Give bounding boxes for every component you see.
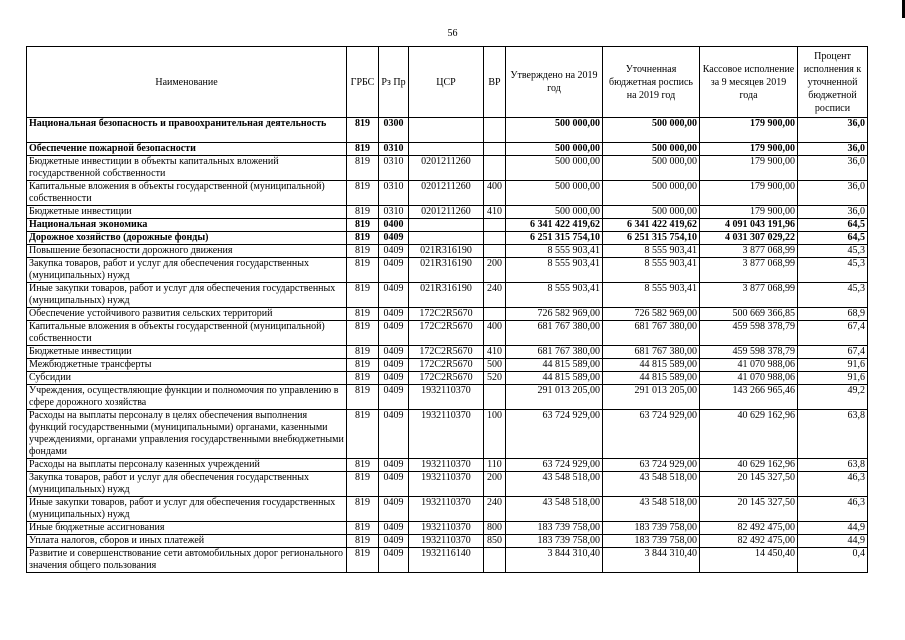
cell-csr: 1932110370	[409, 410, 484, 459]
table-row	[27, 245, 868, 258]
cell-grbs: 819	[347, 535, 379, 548]
cell-grbs: 819	[347, 459, 379, 472]
cell-name: Обеспечение устойчивого развития сельских территорий	[27, 308, 347, 321]
cell-cash: 40 629 162,96	[700, 459, 798, 472]
cell-refined: 43 548 518,00	[603, 472, 700, 497]
cell-refined: 63 724 929,00	[603, 459, 700, 472]
cell-cash: 20 145 327,50	[700, 497, 798, 522]
cell-rz-pr: 0409	[379, 459, 409, 472]
cell-grbs: 819	[347, 143, 379, 156]
cell-approved: 43 548 518,00	[506, 472, 603, 497]
cell-name: Повышение безопасности дорожного движения	[27, 245, 347, 258]
cell-grbs: 819	[347, 283, 379, 308]
cell-cash: 82 492 475,00	[700, 535, 798, 548]
cell-refined: 44 815 589,00	[603, 372, 700, 385]
cell-csr: 021R316190	[409, 258, 484, 283]
cell-grbs: 819	[347, 548, 379, 573]
cell-cash: 179 900,00	[700, 206, 798, 219]
cell-vr	[484, 385, 506, 410]
cell-grbs: 819	[347, 156, 379, 181]
cell-approved: 44 815 589,00	[506, 359, 603, 372]
cell-refined: 44 815 589,00	[603, 359, 700, 372]
page-number: 56	[447, 28, 458, 39]
cell-approved: 500 000,00	[506, 143, 603, 156]
cell-cash: 459 598 378,79	[700, 321, 798, 346]
cell-csr: 1932110370	[409, 472, 484, 497]
cell-percent: 68,9	[798, 308, 868, 321]
cell-approved: 44 815 589,00	[506, 372, 603, 385]
cell-percent: 36,0	[798, 206, 868, 219]
table-row	[27, 472, 868, 497]
cell-percent: 46,3	[798, 472, 868, 497]
cell-csr: 1932110370	[409, 522, 484, 535]
cell-cash: 14 450,40	[700, 548, 798, 573]
cell-vr	[484, 219, 506, 232]
cell-grbs: 819	[347, 118, 379, 143]
cell-name: Бюджетные инвестиции в объекты капитальных вложений государственной собственности	[27, 156, 347, 181]
cell-csr: 172C2R5670	[409, 308, 484, 321]
cell-vr	[484, 143, 506, 156]
cell-rz-pr: 0409	[379, 535, 409, 548]
cell-rz-pr: 0400	[379, 219, 409, 232]
cell-refined: 500 000,00	[603, 206, 700, 219]
header-approved: Утверждено на 2019 год	[506, 47, 603, 118]
cell-approved: 291 013 205,00	[506, 385, 603, 410]
cell-name: Бюджетные инвестиции	[27, 346, 347, 359]
cell-csr	[409, 118, 484, 143]
cell-rz-pr: 0409	[379, 321, 409, 346]
table-row	[27, 143, 868, 156]
cell-grbs: 819	[347, 346, 379, 359]
cell-csr: 172C2R5670	[409, 359, 484, 372]
table-row	[27, 359, 868, 372]
cell-approved: 726 582 969,00	[506, 308, 603, 321]
cell-vr: 240	[484, 497, 506, 522]
budget-execution-table	[26, 46, 868, 573]
cell-refined: 8 555 903,41	[603, 283, 700, 308]
cell-refined: 8 555 903,41	[603, 258, 700, 283]
cell-csr: 021R316190	[409, 283, 484, 308]
cell-grbs: 819	[347, 181, 379, 206]
table-row	[27, 522, 868, 535]
cell-approved: 8 555 903,41	[506, 245, 603, 258]
cell-vr: 500	[484, 359, 506, 372]
cell-percent: 0,4	[798, 548, 868, 573]
table-row	[27, 232, 868, 245]
cell-vr	[484, 548, 506, 573]
cell-csr: 0201211260	[409, 181, 484, 206]
cell-grbs: 819	[347, 410, 379, 459]
cell-name: Расходы на выплаты персоналу в целях обеспечения выполнения функций государственными (муниципальными) органами, казенными учреждениями, органами управления государственными внебюджетными фондами	[27, 410, 347, 459]
cell-percent: 67,4	[798, 346, 868, 359]
cell-csr: 172C2R5670	[409, 372, 484, 385]
cell-percent: 36,0	[798, 143, 868, 156]
cell-approved: 681 767 380,00	[506, 321, 603, 346]
cell-refined: 681 767 380,00	[603, 346, 700, 359]
table-row	[27, 548, 868, 573]
cell-cash: 143 266 965,46	[700, 385, 798, 410]
cell-name: Национальная безопасность и правоохранительная деятельность	[27, 118, 347, 143]
cell-vr: 110	[484, 459, 506, 472]
table-row	[27, 321, 868, 346]
cell-csr: 172C2R5670	[409, 321, 484, 346]
cell-percent: 63,8	[798, 459, 868, 472]
cell-grbs: 819	[347, 321, 379, 346]
cell-vr: 200	[484, 472, 506, 497]
cell-grbs: 819	[347, 385, 379, 410]
cell-cash: 179 900,00	[700, 181, 798, 206]
cell-name: Учреждения, осуществляющие функции и полномочия по управлению в сфере дорожного хозяйства	[27, 385, 347, 410]
cell-name: Иные бюджетные ассигнования	[27, 522, 347, 535]
cell-cash: 3 877 068,99	[700, 258, 798, 283]
header-name: Наименование	[27, 47, 347, 118]
cell-cash: 4 031 307 029,22	[700, 232, 798, 245]
cell-grbs: 819	[347, 372, 379, 385]
cell-rz-pr: 0409	[379, 359, 409, 372]
cell-approved: 681 767 380,00	[506, 346, 603, 359]
table-row	[27, 181, 868, 206]
cell-percent: 45,3	[798, 258, 868, 283]
cell-vr	[484, 156, 506, 181]
cell-grbs: 819	[347, 245, 379, 258]
cell-percent: 36,0	[798, 156, 868, 181]
cell-refined: 3 844 310,40	[603, 548, 700, 573]
cell-cash: 3 877 068,99	[700, 283, 798, 308]
cell-vr: 410	[484, 206, 506, 219]
cell-name: Закупка товаров, работ и услуг для обеспечения государственных (муниципальных) нужд	[27, 472, 347, 497]
cell-refined: 500 000,00	[603, 156, 700, 181]
cell-percent: 67,4	[798, 321, 868, 346]
cell-grbs: 819	[347, 206, 379, 219]
cell-refined: 726 582 969,00	[603, 308, 700, 321]
cell-approved: 183 739 758,00	[506, 535, 603, 548]
table-header-row	[27, 47, 868, 118]
cell-grbs: 819	[347, 497, 379, 522]
cell-approved: 183 739 758,00	[506, 522, 603, 535]
cell-vr: 200	[484, 258, 506, 283]
cell-approved: 3 844 310,40	[506, 548, 603, 573]
table-row	[27, 219, 868, 232]
cell-cash: 82 492 475,00	[700, 522, 798, 535]
cell-grbs: 819	[347, 258, 379, 283]
cell-cash: 459 598 378,79	[700, 346, 798, 359]
cell-cash: 179 900,00	[700, 156, 798, 181]
cell-cash: 500 669 366,85	[700, 308, 798, 321]
cell-refined: 8 555 903,41	[603, 245, 700, 258]
cell-refined: 6 251 315 754,10	[603, 232, 700, 245]
cell-csr: 1932110370	[409, 385, 484, 410]
cell-cash: 41 070 988,06	[700, 359, 798, 372]
cell-name: Уплата налогов, сборов и иных платежей	[27, 535, 347, 548]
cell-refined: 183 739 758,00	[603, 522, 700, 535]
cell-vr: 520	[484, 372, 506, 385]
cell-cash: 4 091 043 191,96	[700, 219, 798, 232]
cell-grbs: 819	[347, 522, 379, 535]
cell-name: Закупка товаров, работ и услуг для обеспечения государственных (муниципальных) нужд	[27, 258, 347, 283]
cell-percent: 36,0	[798, 181, 868, 206]
cell-grbs: 819	[347, 219, 379, 232]
cell-rz-pr: 0310	[379, 156, 409, 181]
cell-name: Национальная экономика	[27, 219, 347, 232]
header-cash: Кассовое исполнение за 9 месяцев 2019 года	[700, 47, 798, 118]
cell-approved: 500 000,00	[506, 118, 603, 143]
cell-grbs: 819	[347, 359, 379, 372]
cell-name: Капитальные вложения в объекты государственной (муниципальной) собственности	[27, 321, 347, 346]
cell-cash: 179 900,00	[700, 143, 798, 156]
cell-csr: 172C2R5670	[409, 346, 484, 359]
cell-rz-pr: 0310	[379, 143, 409, 156]
cell-rz-pr: 0409	[379, 346, 409, 359]
cell-approved: 8 555 903,41	[506, 258, 603, 283]
cell-rz-pr: 0310	[379, 181, 409, 206]
cell-name: Иные закупки товаров, работ и услуг для обеспечения государственных (муниципальных) нужд	[27, 497, 347, 522]
header-vr: ВР	[484, 47, 506, 118]
cell-percent: 91,6	[798, 359, 868, 372]
header-refined: Уточненная бюджетная роспись на 2019 год	[603, 47, 700, 118]
cell-percent: 63,8	[798, 410, 868, 459]
cell-csr	[409, 232, 484, 245]
cell-rz-pr: 0409	[379, 372, 409, 385]
cell-name: Капитальные вложения в объекты государственной (муниципальной) собственности	[27, 181, 347, 206]
cell-vr: 100	[484, 410, 506, 459]
table-row	[27, 497, 868, 522]
cell-csr: 0201211260	[409, 206, 484, 219]
cell-approved: 500 000,00	[506, 206, 603, 219]
cell-grbs: 819	[347, 472, 379, 497]
cell-vr	[484, 232, 506, 245]
cell-name: Дорожное хозяйство (дорожные фонды)	[27, 232, 347, 245]
cell-percent: 46,3	[798, 497, 868, 522]
cell-percent: 64,5	[798, 219, 868, 232]
cell-rz-pr: 0409	[379, 472, 409, 497]
cell-cash: 41 070 988,06	[700, 372, 798, 385]
header-csr: ЦСР	[409, 47, 484, 118]
cell-rz-pr: 0409	[379, 232, 409, 245]
cell-cash: 40 629 162,96	[700, 410, 798, 459]
cell-percent: 64,5	[798, 232, 868, 245]
cell-vr: 800	[484, 522, 506, 535]
cell-rz-pr: 0409	[379, 245, 409, 258]
cell-vr: 850	[484, 535, 506, 548]
cell-vr	[484, 118, 506, 143]
cell-csr: 0201211260	[409, 156, 484, 181]
cell-rz-pr: 0409	[379, 283, 409, 308]
cell-refined: 681 767 380,00	[603, 321, 700, 346]
table-row	[27, 385, 868, 410]
cell-percent: 45,3	[798, 283, 868, 308]
cell-approved: 63 724 929,00	[506, 410, 603, 459]
cell-rz-pr: 0409	[379, 522, 409, 535]
cell-rz-pr: 0310	[379, 206, 409, 219]
cell-rz-pr: 0409	[379, 548, 409, 573]
cell-cash: 3 877 068,99	[700, 245, 798, 258]
cell-name: Межбюджетные трансферты	[27, 359, 347, 372]
cell-name: Бюджетные инвестиции	[27, 206, 347, 219]
cell-refined: 500 000,00	[603, 143, 700, 156]
cell-vr: 400	[484, 181, 506, 206]
cell-rz-pr: 0409	[379, 497, 409, 522]
cell-rz-pr: 0409	[379, 385, 409, 410]
table-row	[27, 535, 868, 548]
cell-refined: 63 724 929,00	[603, 410, 700, 459]
table-row	[27, 283, 868, 308]
cell-percent: 36,0	[798, 118, 868, 143]
cell-name: Обеспечение пожарной безопасности	[27, 143, 347, 156]
table-row	[27, 118, 868, 143]
cell-vr: 240	[484, 283, 506, 308]
cell-approved: 43 548 518,00	[506, 497, 603, 522]
cell-name: Иные закупки товаров, работ и услуг для обеспечения государственных (муниципальных) нужд	[27, 283, 347, 308]
cell-percent: 44,9	[798, 522, 868, 535]
cell-refined: 500 000,00	[603, 118, 700, 143]
cell-rz-pr: 0409	[379, 258, 409, 283]
cell-approved: 500 000,00	[506, 181, 603, 206]
cell-cash: 179 900,00	[700, 118, 798, 143]
table-row	[27, 372, 868, 385]
cell-refined: 43 548 518,00	[603, 497, 700, 522]
cell-csr: 1932116140	[409, 548, 484, 573]
cell-percent: 49,2	[798, 385, 868, 410]
cell-approved: 6 251 315 754,10	[506, 232, 603, 245]
cell-rz-pr: 0409	[379, 410, 409, 459]
table-row	[27, 346, 868, 359]
header-percent: Процент исполнения к уточненной бюджетной росписи	[798, 47, 868, 118]
header-grbs: ГРБС	[347, 47, 379, 118]
cell-name: Развитие и совершенствование сети автомобильных дорог регионального значения общего пользования	[27, 548, 347, 573]
cell-csr: 1932110370	[409, 535, 484, 548]
table-row	[27, 459, 868, 472]
cell-cash: 20 145 327,50	[700, 472, 798, 497]
table-row	[27, 410, 868, 459]
cell-rz-pr: 0409	[379, 308, 409, 321]
cell-vr: 400	[484, 321, 506, 346]
cell-percent: 44,9	[798, 535, 868, 548]
cell-vr: 410	[484, 346, 506, 359]
cell-csr	[409, 219, 484, 232]
table-row	[27, 156, 868, 181]
cell-grbs: 819	[347, 232, 379, 245]
table-row	[27, 206, 868, 219]
cell-name: Расходы на выплаты персоналу казенных учреждений	[27, 459, 347, 472]
cell-percent: 91,6	[798, 372, 868, 385]
cell-refined: 183 739 758,00	[603, 535, 700, 548]
table-row	[27, 308, 868, 321]
cell-csr: 021R316190	[409, 245, 484, 258]
cell-percent: 45,3	[798, 245, 868, 258]
header-rz-pr: Рз Пр	[379, 47, 409, 118]
cell-refined: 6 341 422 419,62	[603, 219, 700, 232]
cell-vr	[484, 245, 506, 258]
cell-vr	[484, 308, 506, 321]
cell-approved: 8 555 903,41	[506, 283, 603, 308]
cell-refined: 500 000,00	[603, 181, 700, 206]
cell-refined: 291 013 205,00	[603, 385, 700, 410]
cell-approved: 63 724 929,00	[506, 459, 603, 472]
cell-csr: 1932110370	[409, 497, 484, 522]
cell-grbs: 819	[347, 308, 379, 321]
cell-rz-pr: 0300	[379, 118, 409, 143]
table-row	[27, 258, 868, 283]
cell-csr	[409, 143, 484, 156]
cell-approved: 500 000,00	[506, 156, 603, 181]
cell-approved: 6 341 422 419,62	[506, 219, 603, 232]
cell-csr: 1932110370	[409, 459, 484, 472]
cell-name: Субсидии	[27, 372, 347, 385]
